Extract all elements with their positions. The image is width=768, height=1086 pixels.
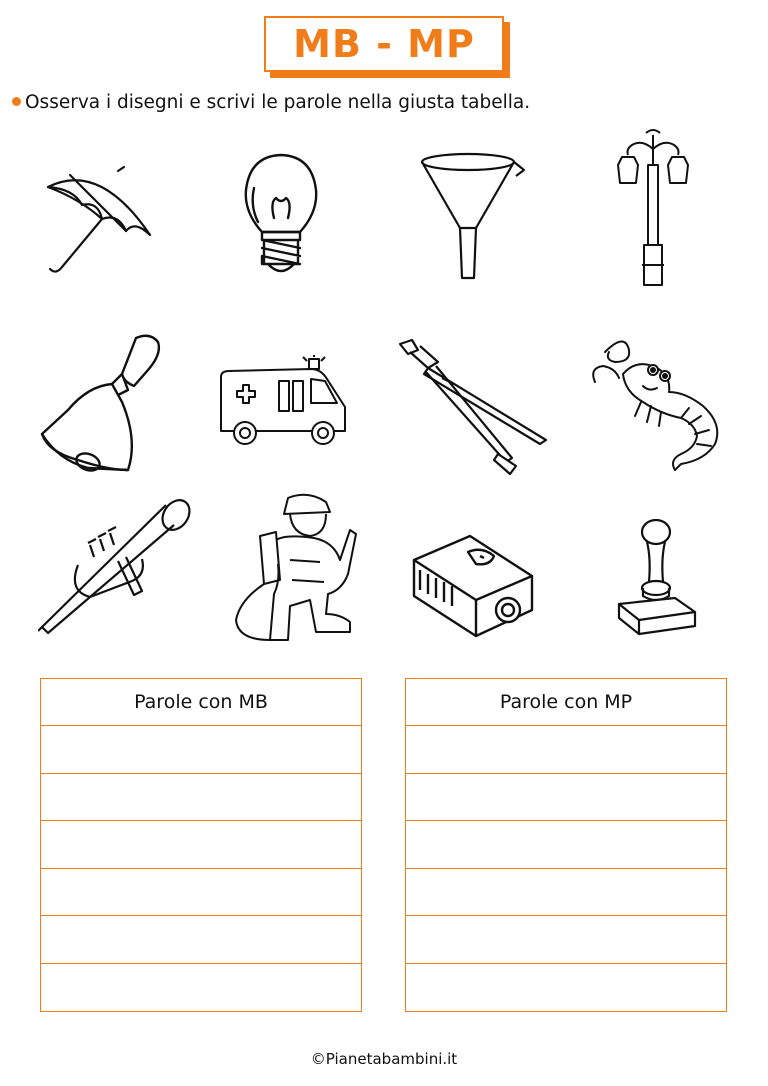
- umbrella-icon: [40, 165, 158, 280]
- table-row[interactable]: [406, 774, 726, 822]
- footer-credit: ©Pianetabambini.it: [310, 1050, 458, 1068]
- table-row[interactable]: [41, 964, 361, 1012]
- funnel-icon: [418, 150, 526, 282]
- table-row[interactable]: [41, 774, 361, 822]
- firefighter-icon: [230, 490, 358, 645]
- table-row[interactable]: [406, 726, 726, 774]
- trumpet-icon: [38, 495, 193, 640]
- stamp-icon: [615, 518, 697, 636]
- table-mp: [405, 678, 727, 1012]
- bell-icon: [38, 330, 168, 480]
- bullet-icon: [12, 97, 21, 106]
- lightbulb-icon: [240, 152, 322, 280]
- instruction-text: Osserva i disegni e scrivi le parole nella giusta tabella.: [25, 92, 531, 113]
- table-row[interactable]: [406, 964, 726, 1012]
- sharpener-icon: [410, 530, 535, 638]
- title-box: [264, 16, 504, 72]
- table-row[interactable]: [41, 821, 361, 869]
- table-row[interactable]: [406, 869, 726, 917]
- page-title: MB - MP: [293, 22, 475, 66]
- table-row[interactable]: [406, 821, 726, 869]
- table-row[interactable]: [41, 726, 361, 774]
- streetlamp-icon: [612, 125, 694, 287]
- compass-icon: [398, 338, 548, 476]
- table-header: Parole con MB: [41, 679, 361, 726]
- table-header: Parole con MP: [406, 679, 726, 726]
- instruction: [12, 92, 530, 113]
- table-row[interactable]: [406, 916, 726, 964]
- table-row[interactable]: [41, 869, 361, 917]
- table-row[interactable]: [41, 916, 361, 964]
- table-mb: [40, 678, 362, 1012]
- shrimp-icon: [585, 332, 730, 472]
- ambulance-icon: [215, 355, 353, 447]
